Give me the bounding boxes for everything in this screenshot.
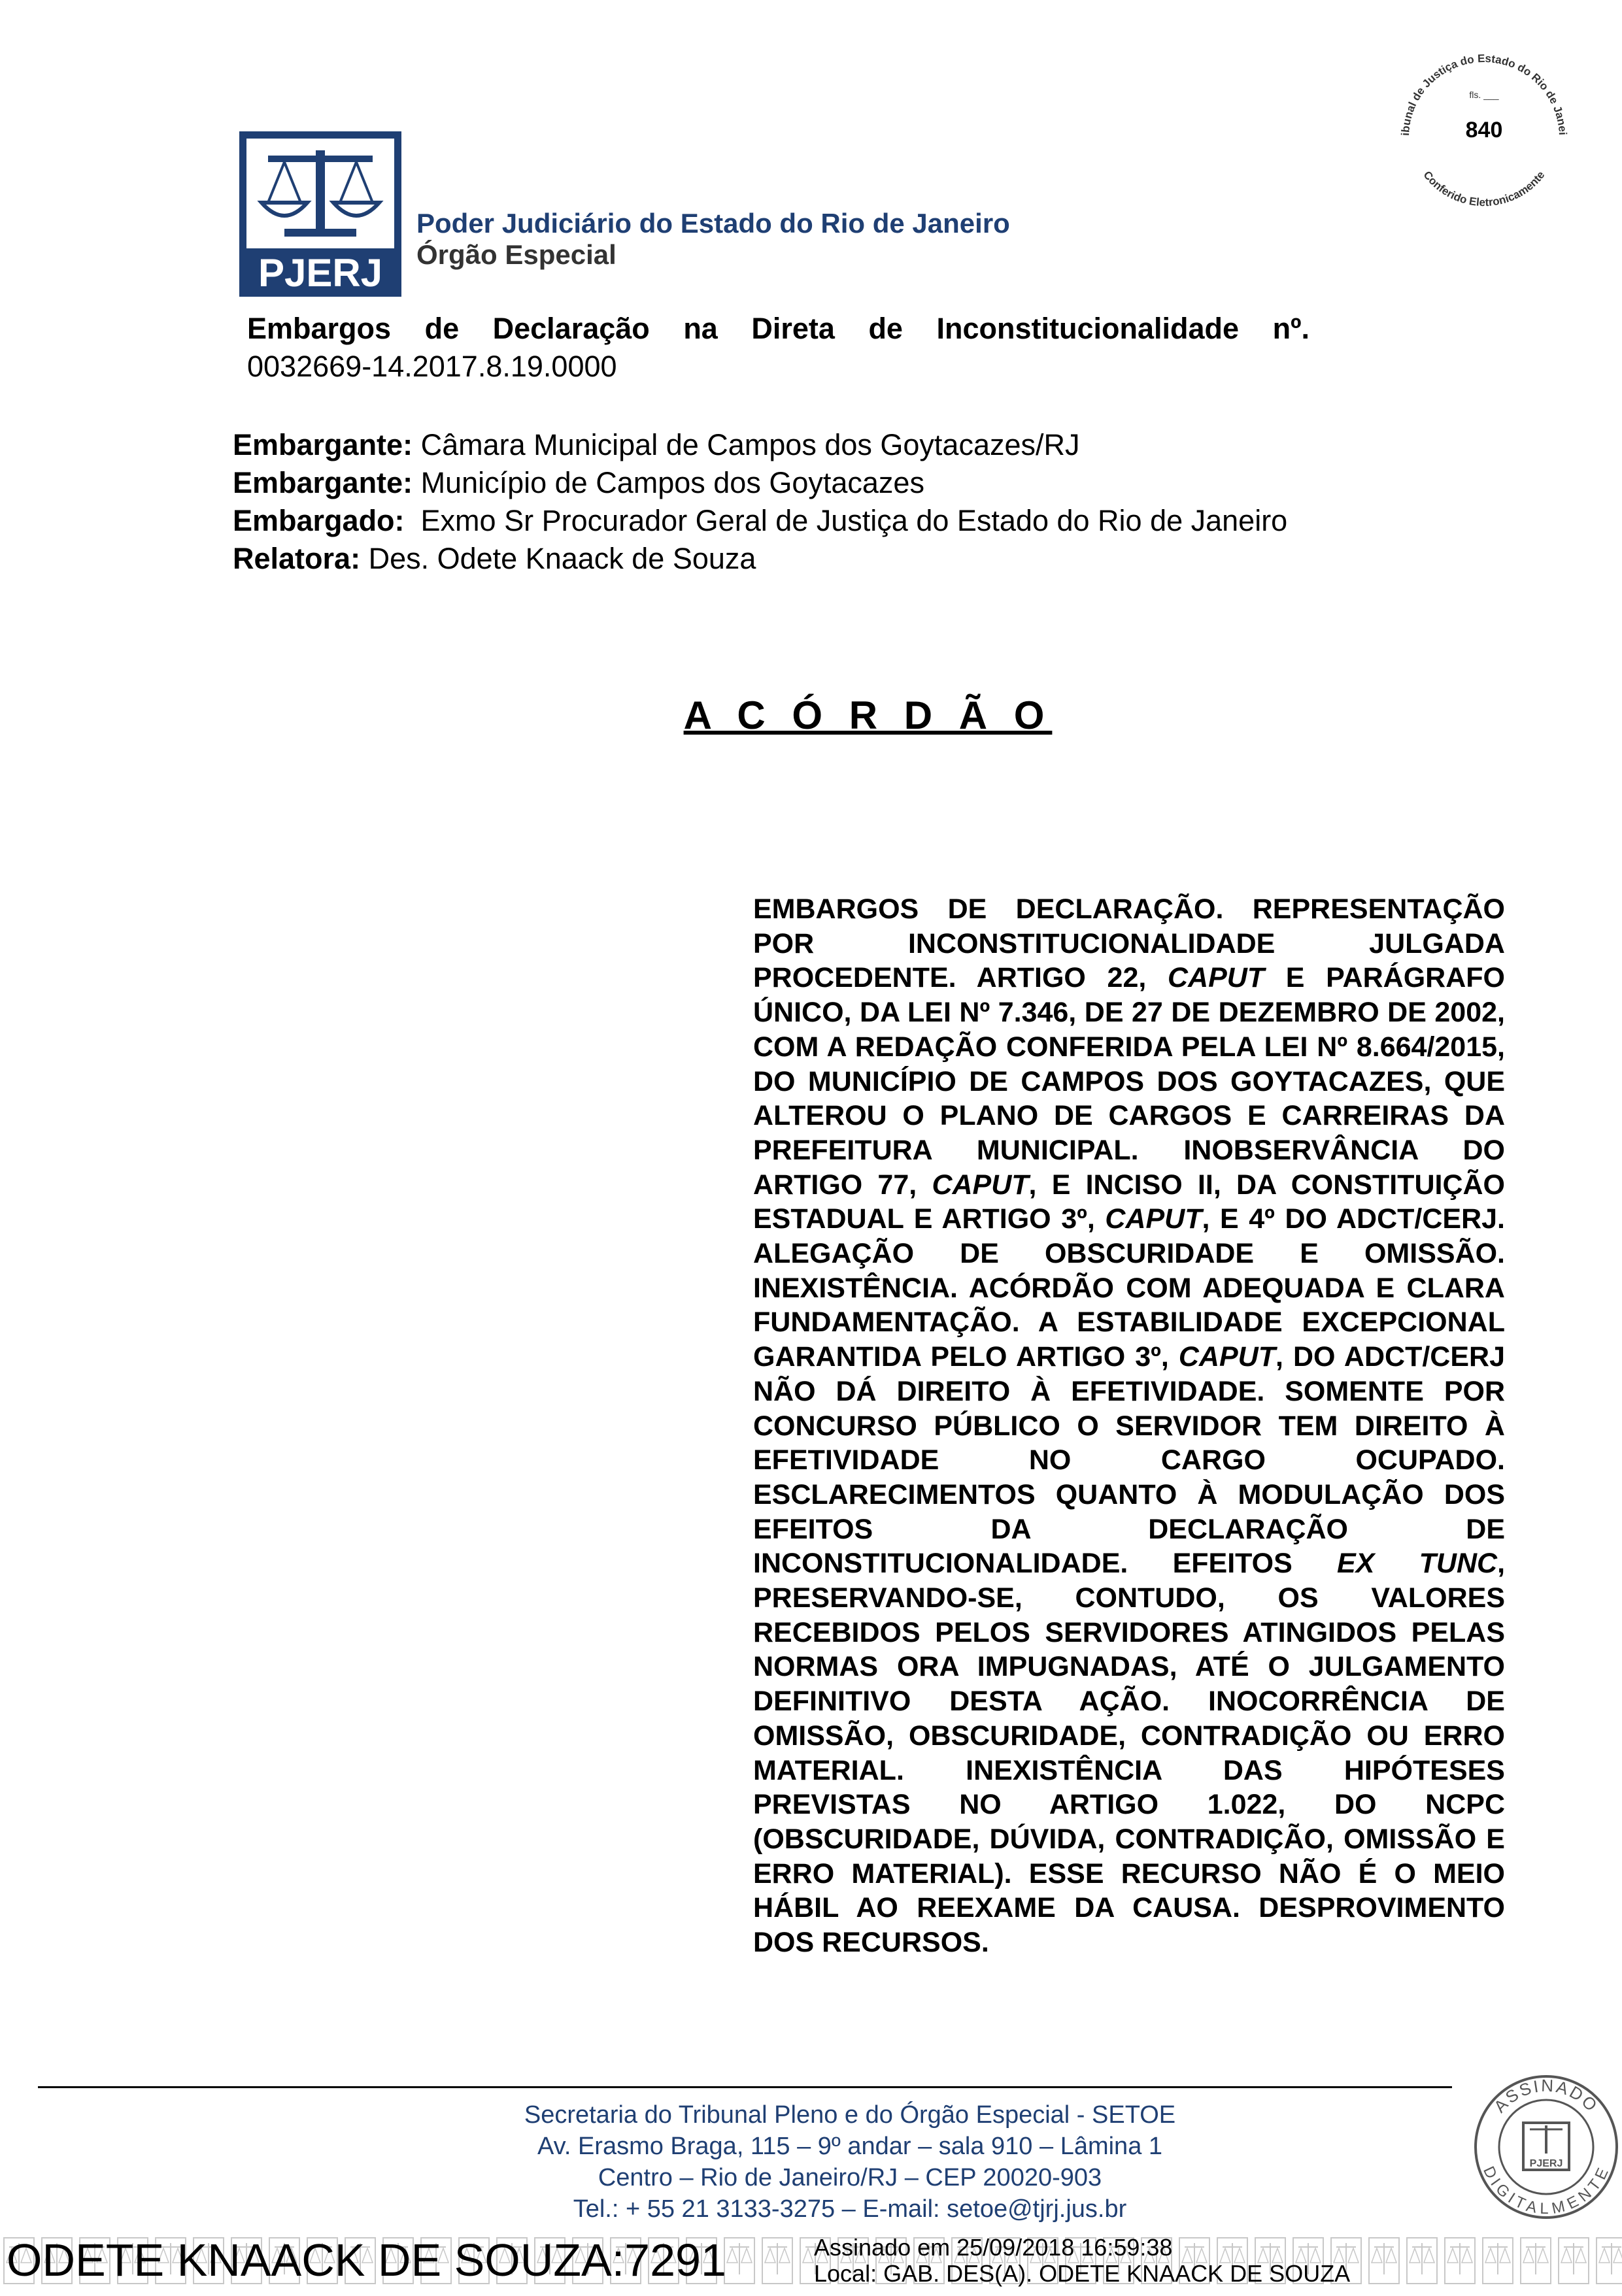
party-role: Embargado:: [233, 504, 405, 537]
stamp-page-number: 840: [1465, 118, 1503, 142]
document-heading: A C Ó R D Ã O: [683, 693, 1053, 737]
footer-line-1: Secretaria do Tribunal Pleno e do Órgão Especial - SETOE: [524, 2101, 1176, 2129]
court-organ: Órgão Especial: [416, 239, 617, 270]
ementa-italic: CAPUT: [1105, 1203, 1202, 1235]
party-name: Des. Odete Knaack de Souza: [360, 542, 756, 575]
court-name: Poder Judiciário do Estado do Rio de Janeiro: [416, 208, 1010, 239]
seal-top-text: ASSINADO: [1489, 2075, 1603, 2117]
footer-divider: [38, 2086, 1452, 2088]
stamp-bottom-text: Conferido Eletronicamente: [1421, 169, 1547, 209]
signature-date: Assinado em 25/09/2018 16:59:38: [814, 2234, 1173, 2261]
ementa-italic: CAPUT: [1178, 1341, 1276, 1373]
footer-line-2: Av. Erasmo Braga, 115 – 9º andar – sala 910 – Lâmina 1: [537, 2133, 1163, 2160]
party-role: Relatora:: [233, 542, 361, 575]
seal-logo-text: PJERJ: [1529, 2158, 1563, 2169]
svg-text:Conferido Eletronicamente: [1421, 169, 1547, 208]
ementa-italic: CAPUT: [932, 1169, 1029, 1201]
party-name: Município de Campos dos Goytacazes: [413, 466, 924, 499]
digital-signature-seal: [1471, 2072, 1621, 2222]
party-line: [233, 542, 756, 576]
pjerj-logo: [239, 131, 402, 297]
ementa-text: , E 4º DO ADCT/CERJ. ALEGAÇÃO DE OBSCURIDADE E OMISSÃO. INEXISTÊNCIA. ACÓRDÃO COM ADEQUADA E CLARA FUNDAMENTAÇÃO. A ESTABILIDADE EXCEPCIONAL GARANTIDA PELO ARTIGO 3º,: [753, 1203, 1505, 1373]
ementa-text: EMBARGOS DE DECLARAÇÃO. REPRESENTAÇÃO POR INCONSTITUCIONALIDADE JULGADA PROCEDENTE. ARTIGO 22,: [753, 893, 1505, 994]
ementa-text: , DO ADCT/CERJ NÃO DÁ DIREITO À EFETIVIDADE. SOMENTE POR CONCURSO PÚBLICO O SERVIDOR TEM DIREITO À EFETIVIDADE NO CARGO OCUPADO. ESCLARECIMENTOS QUANTO À MODULAÇÃO DOS EFEITOS DA DECLARAÇÃO DE INCONSTITUCIONALIDADE. EFEITOS: [753, 1341, 1505, 1580]
logo-text: PJERJ: [258, 251, 383, 295]
party-line: [233, 466, 924, 500]
footer-line-4: Tel.: + 55 21 3133-3275 – E-mail: setoe@tjrj.jus.br: [573, 2195, 1127, 2223]
party-name: Câmara Municipal de Campos dos Goytacazes/RJ: [413, 428, 1080, 461]
page-stamp: [1386, 39, 1582, 216]
signer-name: ODETE KNAACK DE SOUZA:7291: [7, 2235, 726, 2286]
party-role: Embargante:: [233, 428, 413, 461]
signature-location: Local: GAB. DES(A). ODETE KNAACK DE SOUZA: [814, 2260, 1351, 2287]
stamp-ring-text: ibunal de Justiça do Estado do Rio de Janei: [1399, 52, 1569, 137]
ementa-italic: CAPUT: [1167, 962, 1265, 994]
ementa-text: E PARÁGRAFO ÚNICO, DA LEI Nº 7.346, DE 27 DE DEZEMBRO DE 2002, COM A REDAÇÃO CONFERIDA PELA LEI Nº 8.664/2015, DO MUNICÍPIO DE CAMPOS DOS GOYTACAZES, QUE ALTEROU O PLANO DE CARGOS E CARREIRAS DA PREFEITURA MUNICIPAL. INOBSERVÂNCIA DO ARTIGO 77,: [753, 962, 1505, 1201]
party-name: Exmo Sr Procurador Geral de Justiça do Estado do Rio de Janeiro: [404, 504, 1288, 537]
party-role: Embargante:: [233, 466, 413, 499]
footer-line-3: Centro – Rio de Janeiro/RJ – CEP 20020-903: [598, 2164, 1102, 2191]
process-title: Embargos de Declaração na Direta de Inconstitucionalidade nº.: [247, 312, 1309, 345]
stamp-inner-text: fls. ___: [1469, 90, 1499, 100]
process-number: 0032669-14.2017.8.19.0000: [247, 350, 617, 383]
ementa-italic: EX TUNC: [1337, 1548, 1498, 1580]
ementa-paragraph: [753, 892, 1505, 1960]
ementa-text: , PRESERVANDO-SE, CONTUDO, OS VALORES RECEBIDOS PELOS SERVIDORES ATINGIDOS PELAS NORMAS ORA IMPUGNADAS, ATÉ O JULGAMENTO DEFINITIVO DESTA AÇÃO. INOCORRÊNCIA DE OMISSÃO, OBSCURIDADE, CONTRADIÇÃO OU ERRO MATERIAL. INEXISTÊNCIA DAS HIPÓTESES PREVISTAS NO ARTIGO 1.022, DO NCPC (OBSCURIDADE, DÚVIDA, CONTRADIÇÃO, OMISSÃO E ERRO MATERIAL). ESSE RECURSO NÃO É O MEIO HÁBIL AO REEXAME DA CAUSA. DESPROVIMENTO DOS RECURSOS.: [753, 1548, 1506, 1959]
party-line: [233, 504, 1287, 538]
svg-text:DIGITALMENTE: [1479, 2163, 1613, 2217]
svg-text:ASSINADO: [1490, 2076, 1602, 2116]
party-line: [233, 428, 1080, 462]
seal-bottom-text: DIGITALMENTE: [1479, 2163, 1613, 2218]
ementa-text: , E INCISO II, DA CONSTITUIÇÃO ESTADUAL E ARTIGO 3º,: [753, 1169, 1506, 1235]
